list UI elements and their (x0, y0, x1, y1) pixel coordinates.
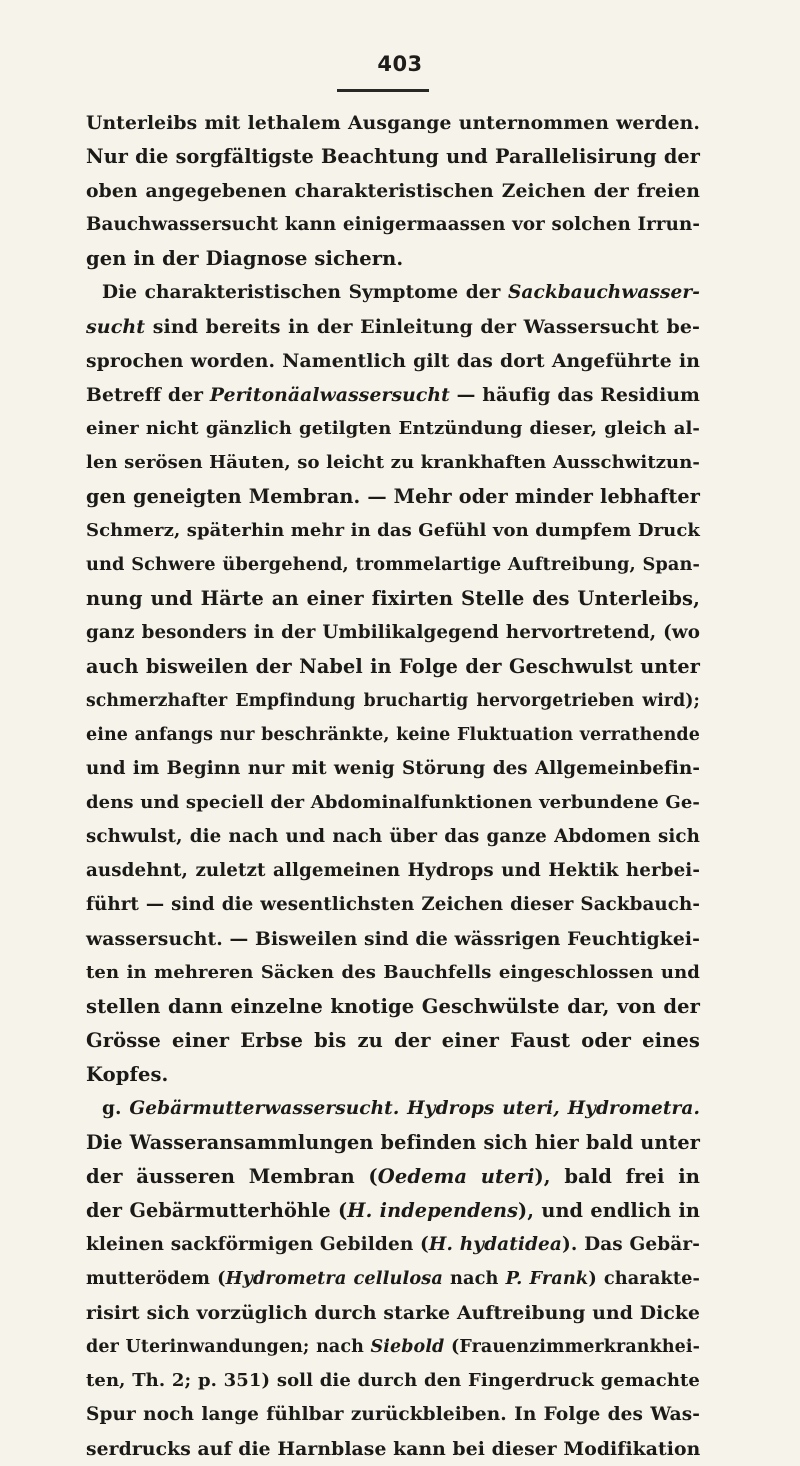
text-line (86, 650, 700, 684)
text-segment: ). Das Gebär- (562, 1234, 701, 1255)
italic-text: Oedema uteri (377, 1165, 535, 1188)
text-segment: der Gebärmutterhöhle ( (86, 1199, 348, 1222)
text-segment: Betreff der (86, 384, 210, 406)
italic-text: Sackbauchwasser- (507, 282, 700, 303)
text-line (86, 1432, 700, 1466)
italic-text: H. hydatidea (428, 1234, 562, 1255)
text-segment: einer nicht gänzlich getilgten Entzündung dieser, gleich al- (86, 418, 700, 439)
text-segment: Kopfes. (86, 1063, 169, 1086)
text-line (86, 786, 700, 820)
text-segment: sprochen worden. Namentlich gilt das dort Angeführte in (86, 350, 700, 372)
italic-text: Gebärmutterwassersucht. Hydrops uteri, Hydrometra. (129, 1098, 700, 1119)
text-segment: Unterleibs mit lethalem Ausgange unternommen werden. (86, 112, 700, 134)
italic-text: P. Frank (505, 1268, 589, 1289)
text-segment: wassersucht. — Bisweilen sind die wässrigen Feuchtigkei- (86, 928, 700, 950)
text-line (86, 480, 700, 514)
text-line (86, 106, 700, 140)
text-segment: serdrucks auf die Harnblase kann bei dieser Modifikation (86, 1438, 701, 1460)
text-segment: und im Beginn nur mit wenig Störung des Allgemeinbefin- (86, 758, 700, 779)
text-line (86, 548, 700, 582)
text-line (86, 1126, 700, 1160)
text-segment: und Schwere übergehend, trommelartige Auftreibung, Span- (86, 554, 700, 575)
text-line (86, 854, 700, 888)
text-line (86, 922, 700, 956)
text-segment: mutterödem ( (86, 1268, 226, 1289)
text-line (86, 514, 700, 548)
text-line (86, 174, 700, 208)
text-segment: (Frauenzimmerkrankhei- (444, 1337, 700, 1357)
text-segment: ganz besonders in der Umbilikalgegend hervortretend, (wo (86, 622, 700, 643)
text-line (86, 1330, 700, 1364)
text-line (86, 242, 700, 276)
text-line (86, 1024, 700, 1058)
text-line (86, 582, 700, 616)
text-segment: g. (102, 1098, 130, 1119)
text-segment: auch bisweilen der Nabel in Folge der Geschwulst unter (86, 655, 700, 678)
text-segment: führt — sind die wesentlichsten Zeichen dieser Sackbauch- (86, 894, 700, 915)
text-segment: nach (442, 1268, 506, 1289)
italic-text: Hydrometra cellulosa (225, 1268, 443, 1289)
text-line (86, 752, 700, 786)
text-line (86, 344, 700, 378)
text-line (86, 1228, 700, 1262)
text-line (86, 1092, 700, 1126)
italic-text: sucht (86, 316, 146, 338)
text-segment: Schmerz, späterhin mehr in das Gefühl von dumpfem Druck (86, 520, 700, 541)
text-segment: der äusseren Membran ( (86, 1165, 378, 1188)
text-segment: sind bereits in der Einleitung der Wassersucht be- (145, 316, 700, 338)
text-segment: Nur die sorgfältigste Beachtung und Parallelisirung der (86, 145, 700, 168)
text-segment: ten, Th. 2; p. 351) soll die durch den Fingerdruck gemachte (86, 1370, 700, 1391)
text-line (86, 990, 700, 1024)
text-line (86, 820, 700, 854)
text-line (86, 446, 700, 480)
page-number-rule (337, 89, 429, 92)
text-line (86, 208, 700, 242)
body-text (86, 106, 700, 1466)
text-line (86, 378, 700, 412)
text-segment: der Uterinwandungen; nach (86, 1337, 371, 1357)
text-line (86, 718, 700, 752)
text-line (86, 1296, 700, 1330)
text-segment: ), und endlich in (518, 1199, 700, 1222)
text-line (86, 616, 700, 650)
text-segment: gen geneigten Membran. — Mehr oder minder lebhafter (86, 485, 700, 508)
text-segment: dens und speciell der Abdominalfunktionen verbundene Ge- (86, 792, 700, 813)
text-segment: schwulst, die nach und nach über das ganze Abdomen sich (86, 826, 700, 847)
italic-text: Peritonäalwassersucht (209, 384, 450, 406)
text-segment: len serösen Häuten, so leicht zu krankhaften Ausschwitzun- (86, 452, 700, 473)
text-line (86, 1364, 700, 1398)
italic-text: Siebold (370, 1337, 445, 1357)
text-line (86, 888, 700, 922)
text-segment: ) charakte- (588, 1268, 700, 1289)
text-line (86, 310, 700, 344)
text-line (86, 684, 700, 718)
text-line (86, 1160, 700, 1194)
text-segment: oben angegebenen charakteristischen Zeichen der freien (86, 180, 700, 202)
text-segment: ten in mehreren Säcken des Bauchfells eingeschlossen und (86, 962, 700, 983)
text-segment: Bauchwassersucht kann einigermaassen vor solchen Irrun- (86, 214, 700, 235)
text-line (86, 956, 700, 990)
italic-text: H. independens (347, 1199, 519, 1222)
page-number: 403 (377, 52, 423, 76)
text-segment: risirt sich vorzüglich durch starke Auftreibung und Dicke (86, 1302, 700, 1324)
text-segment: ausdehnt, zuletzt allgemeinen Hydrops und Hektik herbei- (86, 860, 700, 881)
text-segment: nung und Härte an einer fixirten Stelle des Unterleibs, (86, 587, 700, 610)
text-segment: kleinen sackförmigen Gebilden ( (86, 1234, 429, 1255)
text-line (86, 140, 700, 174)
text-segment: ), bald frei in (534, 1165, 700, 1188)
text-segment: Spur noch lange fühlbar zurückbleiben. In Folge des Was- (86, 1404, 700, 1425)
text-line (86, 1058, 700, 1092)
text-segment: Die charakteristischen Symptome der (102, 282, 508, 303)
text-segment: stellen dann einzelne knotige Geschwülste dar, von der (86, 995, 700, 1018)
text-segment: — häufig das Residium (449, 384, 700, 406)
text-segment: gen in der Diagnose sichern. (86, 247, 404, 270)
text-line (86, 1194, 700, 1228)
text-segment: schmerzhafter Empfindung bruchartig hervorgetrieben wird); (86, 691, 700, 711)
text-segment: eine anfangs nur beschränkte, keine Fluktuation verrathende (86, 725, 700, 745)
text-line (86, 276, 700, 310)
text-segment: Die Wasseransammlungen befinden sich hier bald unter (86, 1131, 700, 1154)
text-line (86, 412, 700, 446)
text-line (86, 1262, 700, 1296)
text-line (86, 1398, 700, 1432)
text-segment: Grösse einer Erbse bis zu der einer Faust oder eines (86, 1029, 700, 1052)
